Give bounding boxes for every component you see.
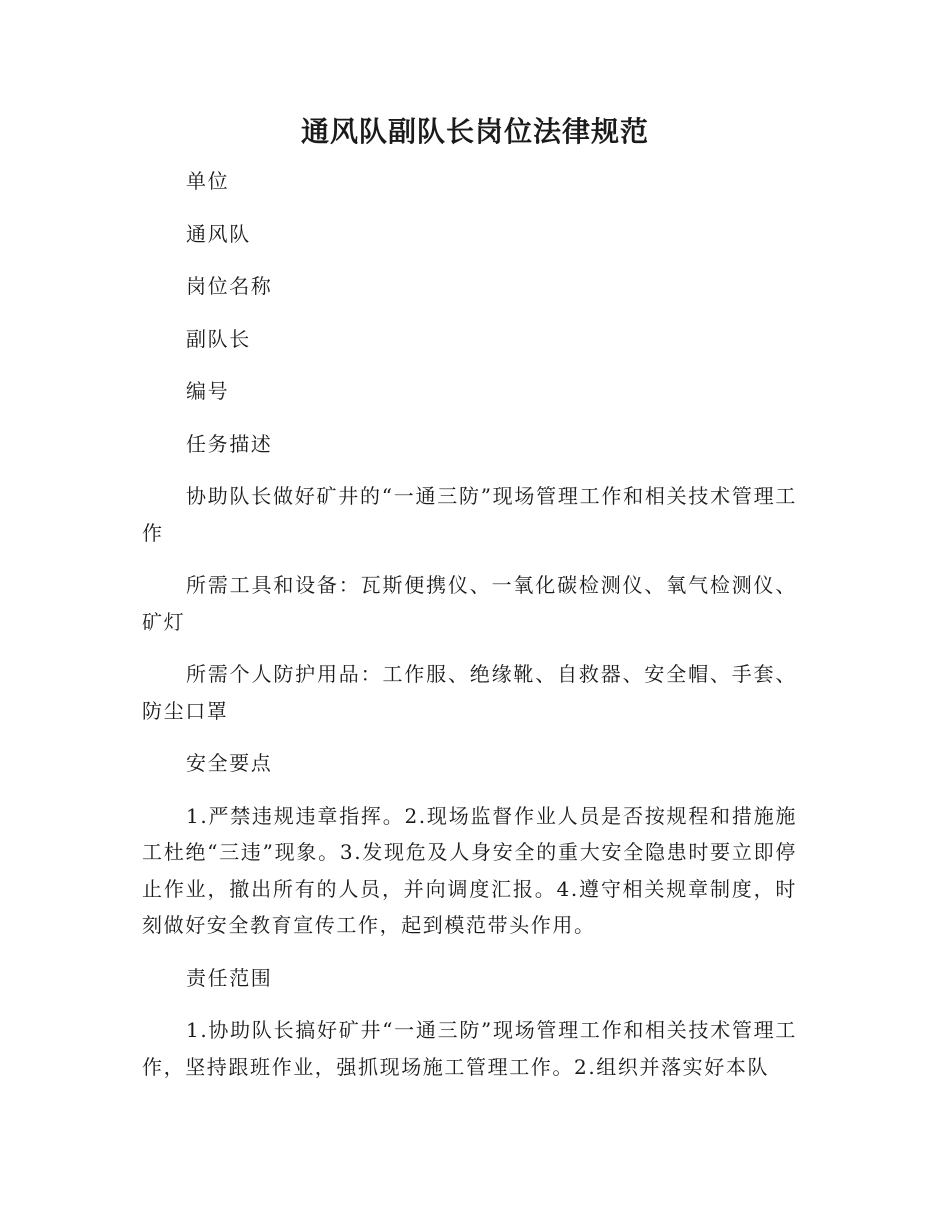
document-title: 通风队副队长岗位法律规范	[300, 115, 649, 148]
paragraph-responsibility-heading: 责任范围	[186, 965, 273, 990]
paragraph-number-label: 编号	[186, 379, 230, 403]
paragraph-tools: 所需工具和设备：瓦斯便携仪、一氧化碳检测仪、氧气检测仪、矿灯	[142, 573, 797, 634]
paragraph-unit-value: 通风队	[186, 221, 251, 246]
paragraph-safety-points: 1.严禁违规违章指挥。2.现场监督作业人员是否按规程和措施施工杜绝“三违”现象。3.发现危及人身安全的重大安全隐患时要立即停止作业，撤出所有的人员，并向调度汇报。4.遵守相关规章制度，时刻做好安全教育宣传工作，起到模范带头作用。	[142, 803, 797, 937]
paragraph-responsibility-points: 1.协助队长搞好矿井“一通三防”现场管理工作和相关技术管理工作，坚持跟班作业，强抓现场施工管理工作。2.组织并落实好本队	[142, 1018, 797, 1079]
paragraph-task-description: 协助队长做好矿井的“一通三防”现场管理工作和相关技术管理工作	[142, 484, 797, 545]
paragraph-safety-heading: 安全要点	[186, 751, 273, 775]
paragraph-unit-label: 单位	[186, 169, 230, 193]
document-body	[142, 163, 797, 1101]
paragraph-position-label: 岗位名称	[186, 274, 273, 298]
paragraph-task-heading: 任务描述	[186, 431, 273, 456]
paragraph-position-value: 副队长	[186, 326, 251, 351]
paragraph-protective-equipment: 所需个人防护用品：工作服、绝缘靴、自救器、安全帽、手套、防尘口罩	[142, 662, 797, 723]
